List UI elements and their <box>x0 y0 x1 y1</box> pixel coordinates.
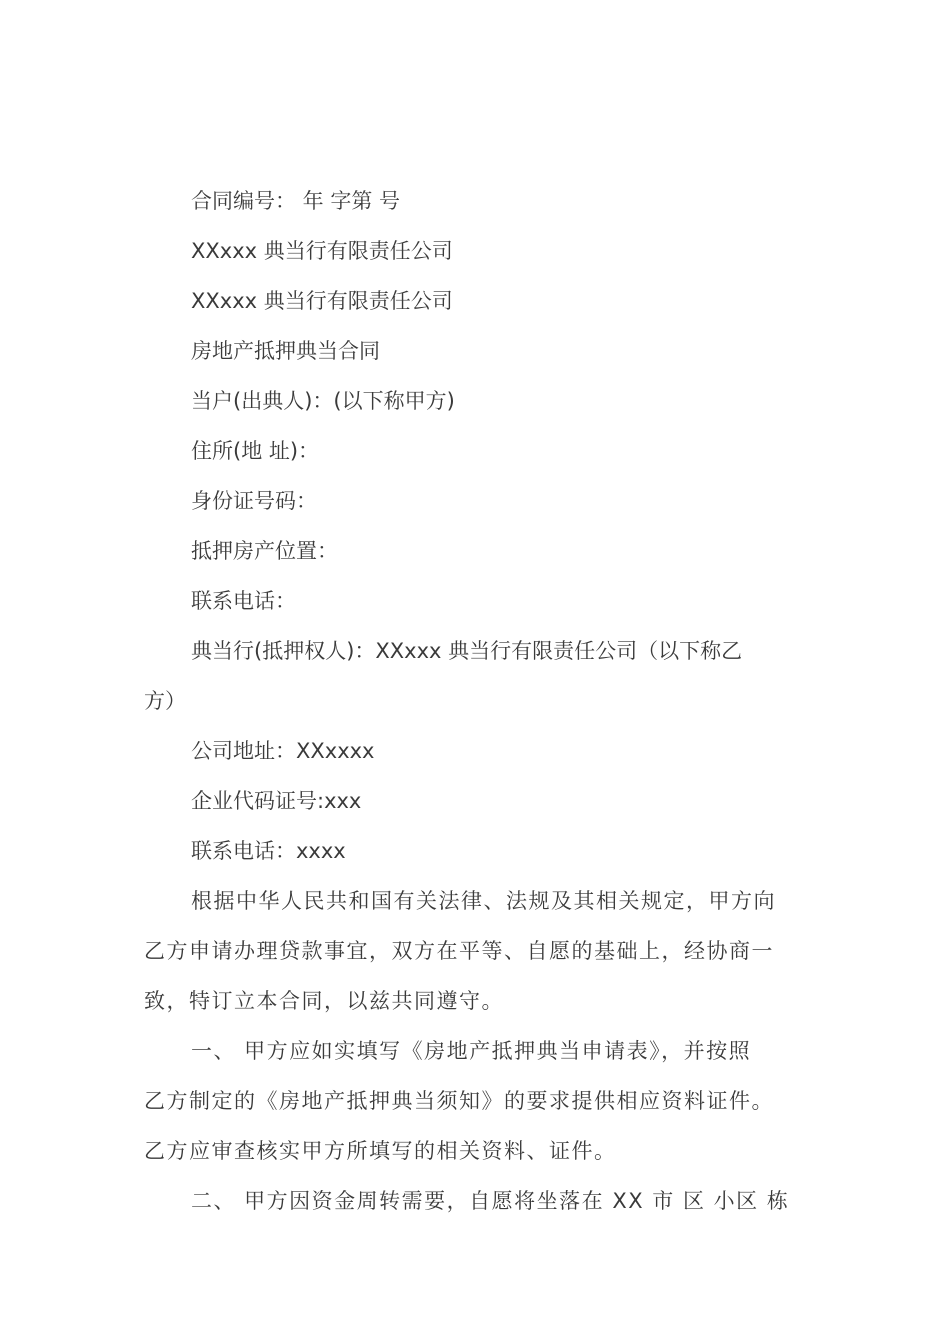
company-address-field: 公司地址：XXxxxx <box>191 739 375 763</box>
party-b-phone-field: 联系电话：xxxx <box>191 839 346 863</box>
company-name-line: XXxxx 典当行有限责任公司 <box>191 239 453 263</box>
contract-number-line: 合同编号： 年 字第 号 <box>191 189 401 213</box>
party-b-label: 典当行(抵押权人)：XXxxx 典当行有限责任公司（以下称乙 <box>191 639 743 663</box>
party-a-id-field: 身份证号码： <box>191 489 317 513</box>
company-name-line: XXxxx 典当行有限责任公司 <box>191 289 453 313</box>
preamble-paragraph-continued: 致，特订立本合同，以兹共同遵守。 <box>144 989 504 1013</box>
party-a-label: 当户(出典人)：(以下称甲方) <box>191 389 455 413</box>
party-a-phone-field: 联系电话： <box>191 589 296 613</box>
clause-1: 一、 甲方应如实填写《房地产抵押典当申请表》，并按照 <box>191 1039 752 1063</box>
document-title: 房地产抵押典当合同 <box>191 339 380 363</box>
party-a-address-field: 住所(地 址)： <box>191 439 320 463</box>
property-location-field: 抵押房产位置： <box>191 539 338 563</box>
preamble-paragraph: 根据中华人民共和国有关法律、法规及其相关规定，甲方向 <box>191 889 776 913</box>
enterprise-code-field: 企业代码证号:xxx <box>191 789 362 813</box>
preamble-paragraph-continued: 乙方申请办理贷款事宜，双方在平等、自愿的基础上，经协商一 <box>144 939 774 963</box>
party-b-label-continued: 方） <box>144 689 186 713</box>
clause-2: 二、 甲方因资金周转需要，自愿将坐落在 XX 市 区 小区 栋 <box>191 1189 790 1213</box>
clause-1-continued: 乙方应审查核实甲方所填写的相关资料、证件。 <box>144 1139 617 1163</box>
document-body <box>144 176 808 1226</box>
clause-1-continued: 乙方制定的《房地产抵押典当须知》的要求提供相应资料证件。 <box>144 1089 774 1113</box>
